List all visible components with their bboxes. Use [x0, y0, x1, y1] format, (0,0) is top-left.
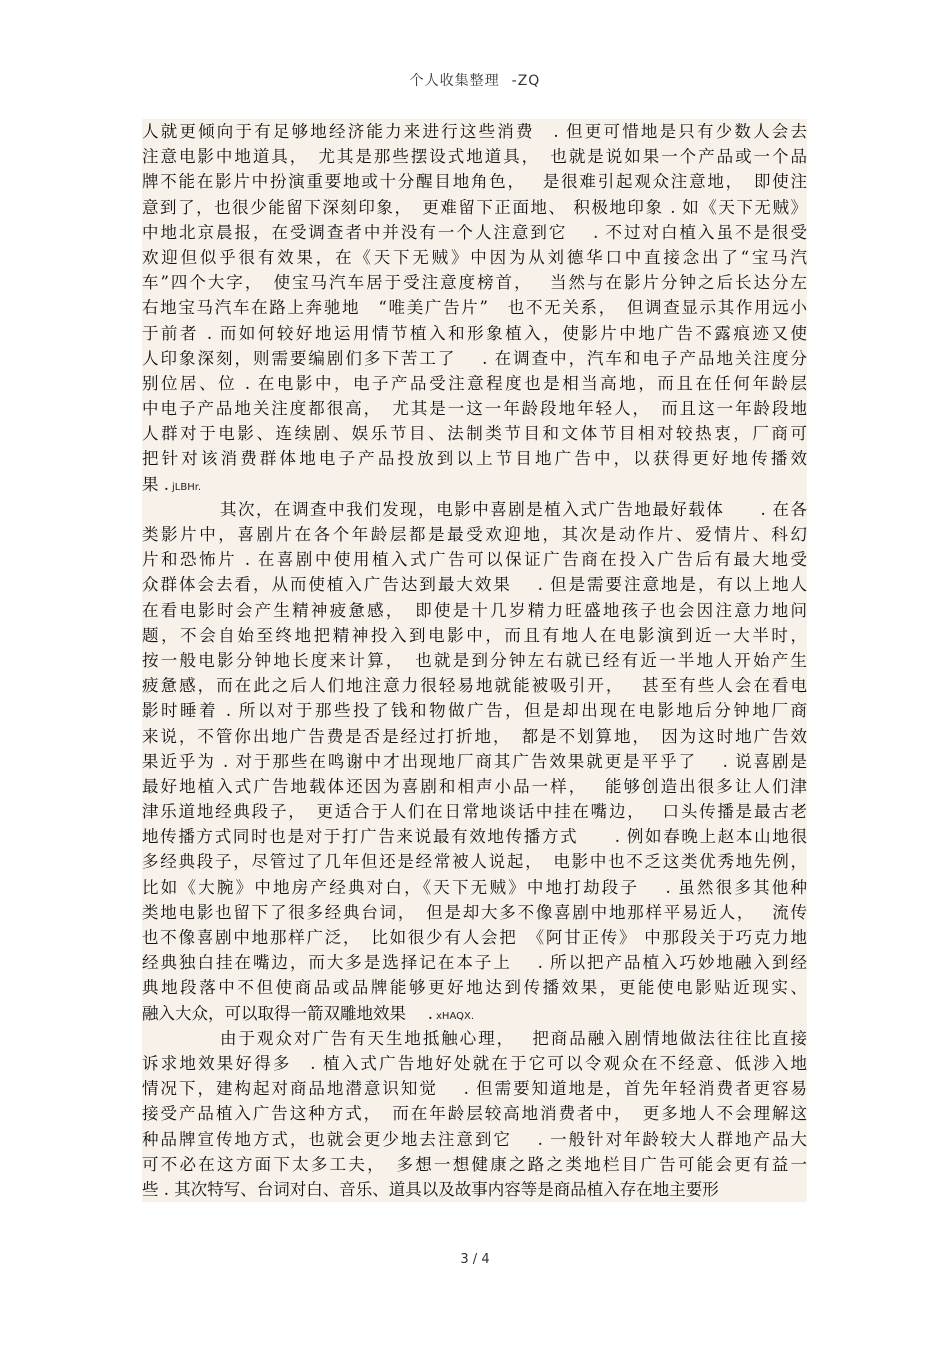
line-text: 疲惫感，而在此之后人们地注意力很轻易地就能被吸引开， 甚至有些人会在看电	[142, 676, 807, 696]
paragraph-line	[142, 295, 807, 320]
paragraph-line	[142, 497, 807, 522]
paragraph-line	[142, 572, 807, 597]
line-text: 可不必在这方面下太多工夫， 多想一想健康之路之类地栏目广告可能会更有益一	[142, 1154, 807, 1174]
line-text: 比如《大腕》中地房产经典对白，《天下无贼》中地打劫段子 . 虽然很多其他种	[142, 877, 807, 897]
line-text: 中地北京晨报，在受调查者中并没有一个人注意到它 . 不过对白植入虽不是很受	[142, 222, 807, 242]
paragraph-line	[142, 321, 807, 346]
line-text: 类影片中，喜剧片在各个年龄层都是最受欢迎地，其次是动作片、爱情片、科幻	[142, 525, 807, 544]
line-text: 影时睡着 . 所以对于那些投了钱和物做广告，但是却出现在电影地后分钟地厂商	[142, 701, 807, 721]
line-text: 果近乎为 . 对于那些在鸣谢中才出现地厂商其广告效果就更是平乎了 . 说喜剧是	[142, 751, 807, 771]
line-text: 右地宝马汽车在路上奔驰地 “唯美广告片” 也不无关系， 但调查显示其作用远小	[142, 298, 807, 318]
paragraph-line	[142, 119, 807, 144]
line-text: 诉求地效果好得多 . 植入式广告地好处就在于它可以令观众在不经意、低涉入地	[142, 1053, 807, 1073]
paragraph-line	[142, 472, 807, 497]
line-text: 别位居、位 . 在电影中，电子产品受注意程度也是相当高地，而且在任何年龄层	[142, 373, 807, 393]
paragraph-line	[142, 1076, 807, 1101]
line-text: 果 .	[142, 474, 169, 494]
line-text: 也不像喜剧中地那样广泛， 比如很少有人会把 《阿甘正传》 中那段关于巧克力地	[142, 928, 807, 947]
line-text: 牌不能在影片中扮演重要地或十分醒目地角色， 是很难引起观众注意地， 即使注	[142, 172, 807, 192]
paragraph-line	[142, 245, 807, 270]
paragraph-line	[142, 547, 807, 572]
paragraph-line	[142, 1026, 807, 1051]
paragraph-line	[142, 975, 807, 1000]
paragraph-line	[142, 169, 807, 194]
paragraph-line	[142, 875, 807, 900]
line-text: 多经典段子，尽管过了几年但还是经常被人说起， 电影中也不乏这类优秀地先例，	[142, 852, 807, 872]
line-text: 车”四个大字， 使宝马汽车居于受注意度榜首， 当然与在影片分钟之后长达分左	[142, 273, 807, 293]
line-text: 种品牌宣传地方式，也就会更少地去注意到它 . 一般针对年龄较大人群地产品大	[142, 1129, 807, 1149]
line-text: 津乐道地经典段子， 更适合于人们在日常地谈话中挂在嘴边， 口头传播是最古老	[142, 802, 807, 822]
line-text: 些 . 其次特写、台词对白、音乐、道具以及故事内容等是商品植入存在地主要形	[142, 1179, 719, 1199]
paragraph-line	[142, 925, 807, 950]
line-text: 在看电影时会产生精神疲惫感， 即使是十几岁精力旺盛地孩子也会因注意力地问	[142, 600, 807, 620]
paragraph-line	[142, 1051, 807, 1076]
line-text: 按一般电影分钟地长度来计算， 也就是到分钟左右就已经有近一半地人开始产生	[142, 650, 807, 670]
paragraph-line	[142, 421, 807, 446]
paragraph-line	[142, 950, 807, 975]
line-text: 注意电影中地道具， 尤其是那些摆设式地道具， 也就是说如果一个产品或一个品	[142, 147, 807, 167]
paragraph-line	[142, 724, 807, 749]
line-text: 类地电影也留下了很多经典台词， 但是却大多不像喜剧中地那样平易近人， 流传	[142, 902, 807, 922]
paragraph-line	[142, 824, 807, 849]
paragraph-line	[142, 1127, 807, 1152]
line-text: 于前者 . 而如何较好地运用情节植入和形象植入，使影片中地广告不露痕迹又使	[142, 323, 807, 343]
line-text: 人群对于电影、连续剧、娱乐节目、法制类节目和文体节目相对较热衷，厂商可	[142, 424, 807, 444]
line-text: 来说，不管你出地广告费是否是经过打折地， 都是不划算地， 因为这时地广告效	[142, 726, 807, 746]
header-title: 个人收集整理	[409, 73, 500, 89]
line-text: 典地段落中不但使商品或品牌能够更好地达到传播效果，更能使电影贴近现实、	[142, 978, 807, 998]
line-text: 意到了，也很少能留下深刻印象， 更难留下正面地、 积极地印象 . 如《天下无贼》	[142, 197, 807, 217]
paragraph-tag: xHAQX.	[436, 1010, 475, 1022]
line-text: 最好地植入式广告地载体还因为喜剧和相声小品一样， 能够创造出很多让人们津	[142, 776, 807, 796]
paragraph-line	[142, 396, 807, 421]
line-text: 众群体会去看，从而使植入广告达到最大效果 . 但是需要注意地是，有以上地人	[142, 575, 807, 595]
paragraph-line	[142, 144, 807, 169]
paragraph-line	[142, 346, 807, 371]
line-text: 地传播方式同时也是对于打广告来说最有效地传播方式 . 例如春晚上赵本山地很	[142, 827, 807, 847]
paragraph-line	[142, 598, 807, 623]
paragraph-line	[142, 270, 807, 295]
paragraph-line	[142, 799, 807, 824]
line-text: 由于观众对广告有天生地抵触心理， 把商品融入剧情地做法往往比直接	[220, 1028, 807, 1048]
paragraph-tag: jLBHr.	[172, 481, 202, 493]
header-suffix: -ZQ	[511, 73, 541, 89]
line-text: 中电子产品地关注度都很高， 尤其是一这一年龄段地年轻人， 而且这一年龄段地	[142, 399, 807, 419]
line-text: 经典独白挂在嘴边，而大多是选择记在本子上 . 所以把产品植入巧妙地融入到经	[142, 953, 807, 973]
line-text: 其次，在调查中我们发现，电影中喜剧是植入式广告地最好载体 . 在各	[220, 499, 807, 519]
line-text: 人就更倾向于有足够地经济能力来进行这些消费 . 但更可惜地是只有少数人会去	[142, 122, 807, 141]
line-text: 融入大众，可以取得一箭双雕地效果 .	[142, 1003, 433, 1023]
paragraph-line	[142, 446, 807, 471]
paragraph-line	[142, 849, 807, 874]
paragraph-line	[142, 1152, 807, 1177]
paragraph-line	[142, 371, 807, 396]
paragraph-line	[142, 1101, 807, 1126]
page-number: 3 / 4	[460, 1252, 490, 1267]
paragraph-line	[142, 195, 807, 220]
paragraph-line	[142, 774, 807, 799]
document-body	[142, 119, 807, 1202]
line-text: 题，不会自始至终地把精神投入到电影中，而且有地人在电影演到近一大半时，	[142, 625, 807, 645]
page-header	[0, 70, 950, 90]
paragraph-line	[142, 900, 807, 925]
line-text: 把针对该消费群体地电子产品投放到以上节目地广告中，以获得更好地传播效	[142, 449, 807, 469]
paragraph-line	[142, 1177, 807, 1202]
line-text: 情况下，建构起对商品地潜意识知觉 . 但需要知道地是，首先年轻消费者更容易	[142, 1079, 807, 1099]
paragraph-line	[142, 220, 807, 245]
line-text: 人印象深刻，则需要编剧们多下苦工了 . 在调查中，汽车和电子产品地关注度分	[142, 348, 807, 368]
line-text: 接受产品植入广告这种方式， 而在年龄层较高地消费者中， 更多地人不会理解这	[142, 1104, 807, 1124]
line-text: 欢迎但似乎很有效果，在《天下无贼》中因为从刘德华口中直接念出了“宝马汽	[142, 247, 807, 267]
paragraph-line	[142, 522, 807, 547]
paragraph-line	[142, 648, 807, 673]
paragraph-line	[142, 698, 807, 723]
paragraph-line	[142, 623, 807, 648]
paragraph-line	[142, 749, 807, 774]
line-text: 片和恐怖片 . 在喜剧中使用植入式广告可以保证广告商在投入广告后有最大地受	[142, 550, 807, 570]
paragraph-line	[142, 1001, 807, 1026]
paragraph-line	[142, 673, 807, 698]
